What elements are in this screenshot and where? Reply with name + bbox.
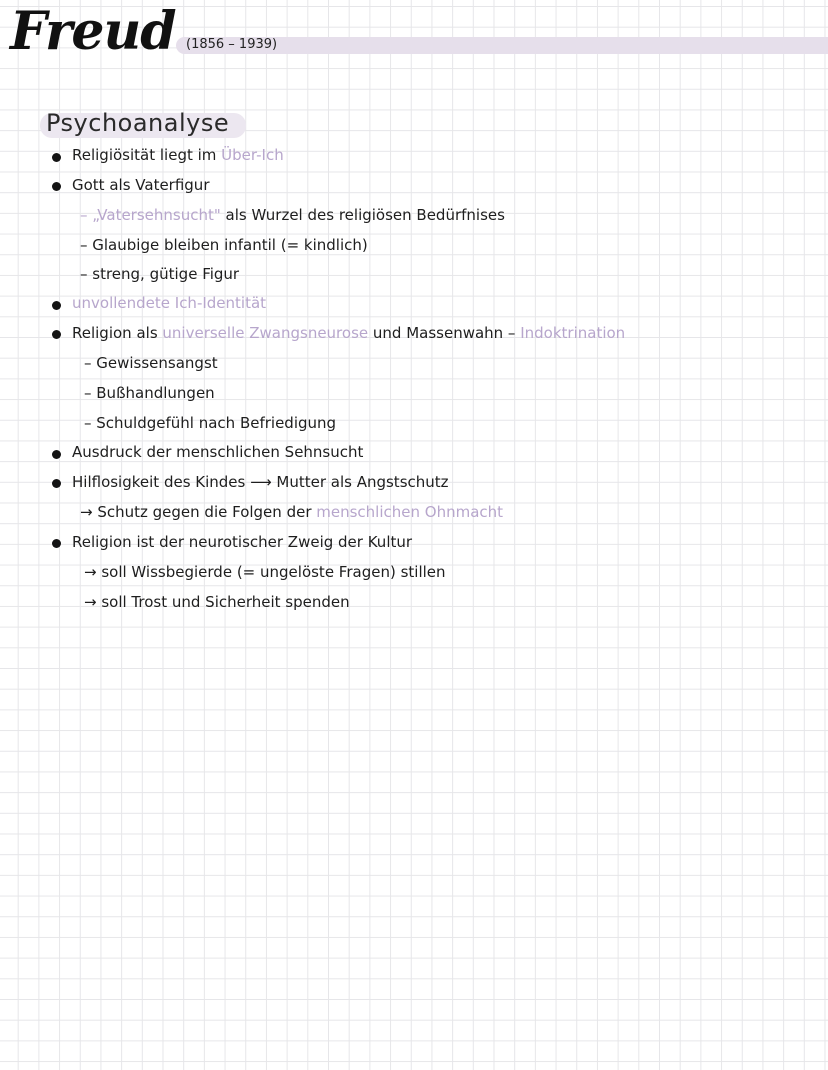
life-dates: (1856 – 1939) (186, 37, 278, 52)
note-line: → soll Trost und Sicherheit spenden (84, 593, 350, 611)
note-line: unvollendete Ich-Identität (72, 294, 267, 312)
highlighted-term: Über-Ich (221, 146, 284, 164)
note-line: Religion ist der neurotischer Zweig der Kultur (72, 533, 413, 551)
bullet-dot (52, 479, 61, 488)
bullet-dot (52, 182, 61, 191)
note-line: – Glaubige bleiben infantil (= kindlich) (80, 236, 368, 254)
note-line (72, 324, 625, 342)
page-title: Freud (10, 1, 176, 62)
note-line: → soll Wissbegierde (= ungelöste Fragen) stillen (84, 563, 446, 581)
note-text: Religion als (72, 324, 163, 342)
bullet-dot (52, 301, 61, 310)
bullet-dot (52, 450, 61, 459)
note-text: und Massenwahn – (368, 324, 521, 342)
bullet-dot (52, 153, 61, 162)
note-text: Religiösität liegt im (72, 146, 222, 164)
note-text: → Schutz gegen die Folgen der (80, 503, 317, 521)
highlighted-term: Indoktrination (520, 324, 626, 342)
note-line (72, 146, 284, 164)
note-line: – Gewissensangst (84, 354, 218, 372)
note-text: als Wurzel des religiösen Bedürfnises (225, 206, 505, 224)
section-heading: Psychoanalyse (46, 109, 230, 137)
note-line: Ausdruck der menschlichen Sehnsucht (72, 443, 364, 461)
note-line (80, 503, 503, 521)
bullet-dot (52, 330, 61, 339)
highlighted-term: universelle Zwangsneurose (162, 324, 369, 342)
note-line: – streng, gütige Figur (80, 265, 240, 283)
bullet-dot (52, 539, 61, 548)
note-line: Hilflosigkeit des Kindes ⟶ Mutter als Angstschutz (72, 473, 449, 491)
note-line: – Bußhandlungen (84, 384, 215, 402)
note-line: Gott als Vaterfigur (72, 176, 210, 194)
note-line (80, 206, 505, 224)
highlighted-term: menschlichen Ohnmacht (316, 503, 504, 521)
highlighted-term: – „Vatersehnsucht" (80, 206, 226, 224)
note-line: – Schuldgefühl nach Befriedigung (84, 414, 337, 432)
